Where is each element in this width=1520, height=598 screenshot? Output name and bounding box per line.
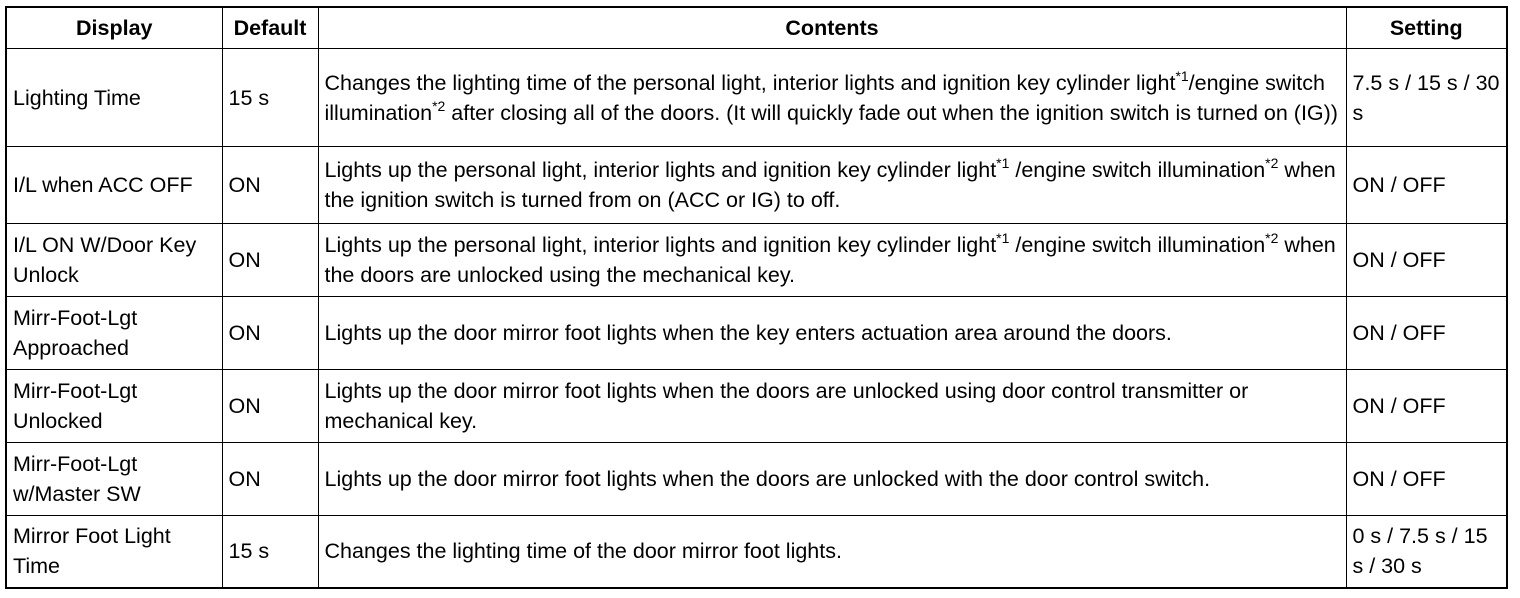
cell-contents <box>318 370 1346 443</box>
contents-text: /engine switch illumination <box>1009 158 1266 182</box>
contents-text: Changes the lighting time of the personal light, interior lights and ignition key cylinder light <box>324 70 1176 95</box>
table-row <box>6 297 1507 370</box>
cell-default: ON <box>222 370 318 443</box>
contents-text: /engine switch illumination <box>1009 233 1266 257</box>
contents-text: Lights up the personal light, interior lights and ignition key cylinder light <box>324 233 997 257</box>
table-row <box>6 443 1507 516</box>
cell-display: I/L ON W/Door Key Unlock <box>6 224 222 297</box>
table-row <box>6 370 1507 443</box>
footnote-marker: *1 <box>1175 67 1189 84</box>
cell-display: Lighting Time <box>6 49 222 147</box>
cell-contents <box>318 49 1346 147</box>
cell-setting: ON / OFF <box>1346 147 1507 224</box>
contents-text: Lights up the personal light, interior lights and ignition key cylinder light <box>324 158 997 182</box>
cell-contents <box>318 224 1346 297</box>
cell-default: 15 s <box>222 516 318 588</box>
cell-contents <box>318 516 1346 588</box>
cell-display: I/L when ACC OFF <box>6 147 222 224</box>
table-row <box>6 147 1507 224</box>
cell-default: ON <box>222 297 318 370</box>
cell-display: Mirror Foot Light Time <box>6 516 222 588</box>
cell-default: 15 s <box>222 49 318 147</box>
header-contents: Contents <box>318 7 1346 49</box>
footnote-marker: *2 <box>432 97 446 114</box>
table-row <box>6 516 1507 588</box>
contents-text: Lights up the door mirror foot lights when the doors are unlocked using door control transmitter or mechanical key. <box>324 379 1249 433</box>
header-display: Display <box>6 7 222 49</box>
cell-display: Mirr-Foot-Lgt Unlocked <box>6 370 222 443</box>
cell-setting: ON / OFF <box>1346 224 1507 297</box>
header-setting: Setting <box>1346 7 1507 49</box>
customize-settings-table <box>5 6 1508 589</box>
cell-display: Mirr-Foot-Lgt w/Master SW <box>6 443 222 516</box>
contents-text: Lights up the door mirror foot lights when the doors are unlocked with the door control switch. <box>324 467 1211 491</box>
header-default: Default <box>222 7 318 49</box>
table-row <box>6 224 1507 297</box>
cell-default: ON <box>222 443 318 516</box>
contents-text: Lights up the door mirror foot lights when the key enters actuation area around the doors. <box>324 321 1172 345</box>
contents-text: when the ignition switch is turned from on (ACC or IG) to off. <box>324 158 1336 212</box>
cell-default: ON <box>222 147 318 224</box>
contents-text: after closing all of the doors. (It will quickly fade out when the ignition switch is turned on (IG)) <box>445 100 1338 125</box>
table-row <box>6 49 1507 147</box>
cell-setting: 7.5 s / 15 s / 30 s <box>1346 49 1507 147</box>
contents-text: Changes the lighting time of the door mirror foot lights. <box>324 539 842 564</box>
cell-contents <box>318 297 1346 370</box>
cell-contents <box>318 147 1346 224</box>
contents-text: /engine switch illumination <box>324 70 1325 125</box>
cell-setting: ON / OFF <box>1346 443 1507 516</box>
cell-display: Mirr-Foot-Lgt Approached <box>6 297 222 370</box>
contents-text: when the doors are unlocked using the mechanical key. <box>324 233 1336 287</box>
cell-setting: 0 s / 7.5 s / 15 s / 30 s <box>1346 516 1507 588</box>
cell-contents <box>318 443 1346 516</box>
table-body <box>6 49 1507 588</box>
footnote-marker: *1 <box>996 155 1010 171</box>
cell-setting: ON / OFF <box>1346 370 1507 443</box>
footnote-marker: *1 <box>996 230 1010 246</box>
header-row <box>6 7 1507 49</box>
cell-default: ON <box>222 224 318 297</box>
table-header <box>6 7 1507 49</box>
cell-setting: ON / OFF <box>1346 297 1507 370</box>
footnote-marker: *2 <box>1265 230 1279 246</box>
footnote-marker: *2 <box>1265 155 1279 171</box>
